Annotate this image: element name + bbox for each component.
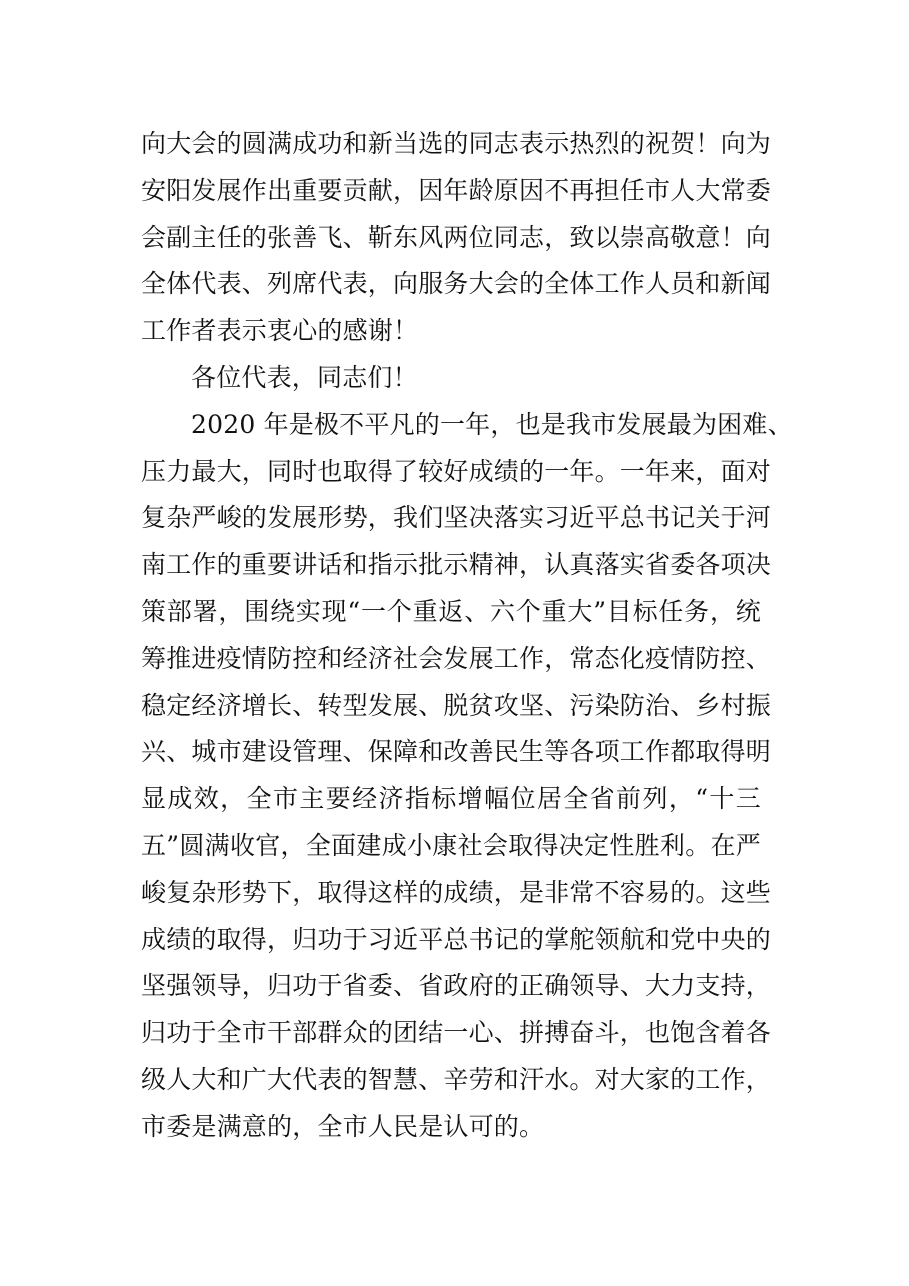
text-line: 复杂严峻的发展形势，我们坚决落实习近平总书记关于河 — [141, 503, 772, 533]
text-line: 市委是满意的，全市人民是认可的。 — [141, 1111, 545, 1141]
text-line: 全体代表、列席代表，向服务大会的全体工作人员和新闻 — [141, 269, 772, 299]
text-line: 成绩的取得，归功于习近平总书记的掌舵领航和党中央的 — [141, 924, 772, 954]
text-line: 向大会的圆满成功和新当选的同志表示热烈的祝贺！向为 — [141, 129, 772, 158]
document-body-text — [141, 121, 793, 1151]
text-line: 峻复杂形势下，取得这样的成绩，是非常不容易的。这些 — [141, 877, 772, 907]
text-line: 兴、城市建设管理、保障和改善民生等各项工作都取得明 — [141, 737, 772, 767]
text-line: 显成效，全市主要经济指标增幅位居全省前列，“十三 — [141, 784, 761, 814]
text-line: 五”圆满收官，全面建成小康社会取得决定性胜利。在严 — [141, 830, 761, 860]
text-line: 坚强领导，归功于省委、省政府的正确领导、大力支持， — [141, 971, 772, 1001]
text-line: 策部署，围绕实现“一个重返、六个重大”目标任务，统 — [141, 596, 761, 626]
text-line: 筹推进疫情防控和经济社会发展工作，常态化疫情防控、 — [141, 643, 772, 673]
text-line: 级人大和广大代表的智慧、辛劳和汗水。对大家的工作， — [141, 1064, 772, 1094]
text-line: 稳定经济增长、转型发展、脱贫攻坚、污染防治、乡村振 — [141, 690, 772, 720]
text-line: 压力最大，同时也取得了较好成绩的一年。一年来，面对 — [141, 456, 772, 486]
text-line: 工作者表示衷心的感谢！ — [141, 316, 419, 346]
text-line: 各位代表，同志们！ — [191, 362, 418, 392]
text-line: 安阳发展作出重要贡献，因年龄原因不再担任市人大常委 — [141, 175, 772, 205]
text-line: 会副主任的张善飞、靳东风两位同志，致以崇高敬意！向 — [141, 222, 772, 252]
text-line: 2020 年是极不平凡的一年，也是我市发展最为困难、 — [191, 409, 793, 439]
text-line: 归功于全市干部群众的团结一心、拼搏奋斗，也饱含着各 — [141, 1018, 772, 1048]
text-line: 南工作的重要讲话和指示批示精神，认真落实省委各项决 — [141, 550, 772, 580]
